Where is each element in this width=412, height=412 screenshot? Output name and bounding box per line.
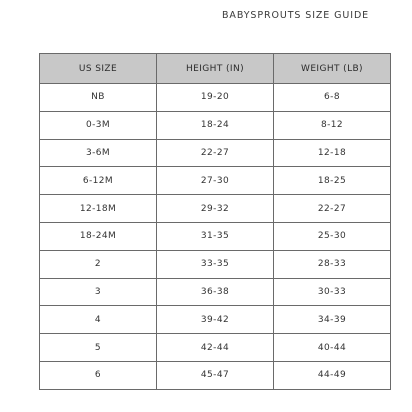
cell-us-size: 0-3M — [40, 111, 157, 139]
table-body — [40, 84, 391, 390]
header-row — [40, 54, 391, 84]
cell-us-size: 18-24M — [40, 222, 157, 250]
cell-weight: 30-33 — [274, 278, 391, 306]
cell-height: 42-44 — [157, 334, 274, 362]
cell-height: 18-24 — [157, 111, 274, 139]
cell-weight: 12-18 — [274, 139, 391, 167]
cell-us-size: NB — [40, 84, 157, 112]
table-row — [40, 111, 391, 139]
cell-weight: 22-27 — [274, 195, 391, 223]
cell-weight: 44-49 — [274, 361, 391, 389]
table-row — [40, 84, 391, 112]
table-row — [40, 195, 391, 223]
cell-height: 31-35 — [157, 222, 274, 250]
size-chart-table — [39, 53, 391, 390]
size-guide-title: BABYSPROUTS SIZE GUIDE — [222, 10, 370, 21]
cell-height: 36-38 — [157, 278, 274, 306]
cell-us-size: 6 — [40, 361, 157, 389]
table-row — [40, 167, 391, 195]
table-row — [40, 278, 391, 306]
cell-height: 22-27 — [157, 139, 274, 167]
header-us-size: US SIZE — [40, 54, 157, 84]
cell-height: 29-32 — [157, 195, 274, 223]
table-row — [40, 139, 391, 167]
header-weight: WEIGHT (LB) — [274, 54, 391, 84]
cell-weight: 34-39 — [274, 306, 391, 334]
table-row — [40, 222, 391, 250]
table-row — [40, 306, 391, 334]
cell-us-size: 6-12M — [40, 167, 157, 195]
cell-weight: 18-25 — [274, 167, 391, 195]
cell-us-size: 3 — [40, 278, 157, 306]
header-height: HEIGHT (IN) — [157, 54, 274, 84]
cell-height: 45-47 — [157, 361, 274, 389]
table-row — [40, 250, 391, 278]
cell-weight: 6-8 — [274, 84, 391, 112]
cell-weight: 40-44 — [274, 334, 391, 362]
cell-height: 19-20 — [157, 84, 274, 112]
cell-height: 39-42 — [157, 306, 274, 334]
cell-us-size: 12-18M — [40, 195, 157, 223]
table-row — [40, 361, 391, 389]
cell-us-size: 2 — [40, 250, 157, 278]
cell-weight: 25-30 — [274, 222, 391, 250]
table-header — [40, 54, 391, 84]
table-row — [40, 334, 391, 362]
cell-us-size: 4 — [40, 306, 157, 334]
cell-weight: 28-33 — [274, 250, 391, 278]
cell-weight: 8-12 — [274, 111, 391, 139]
cell-height: 27-30 — [157, 167, 274, 195]
cell-us-size: 3-6M — [40, 139, 157, 167]
cell-height: 33-35 — [157, 250, 274, 278]
cell-us-size: 5 — [40, 334, 157, 362]
